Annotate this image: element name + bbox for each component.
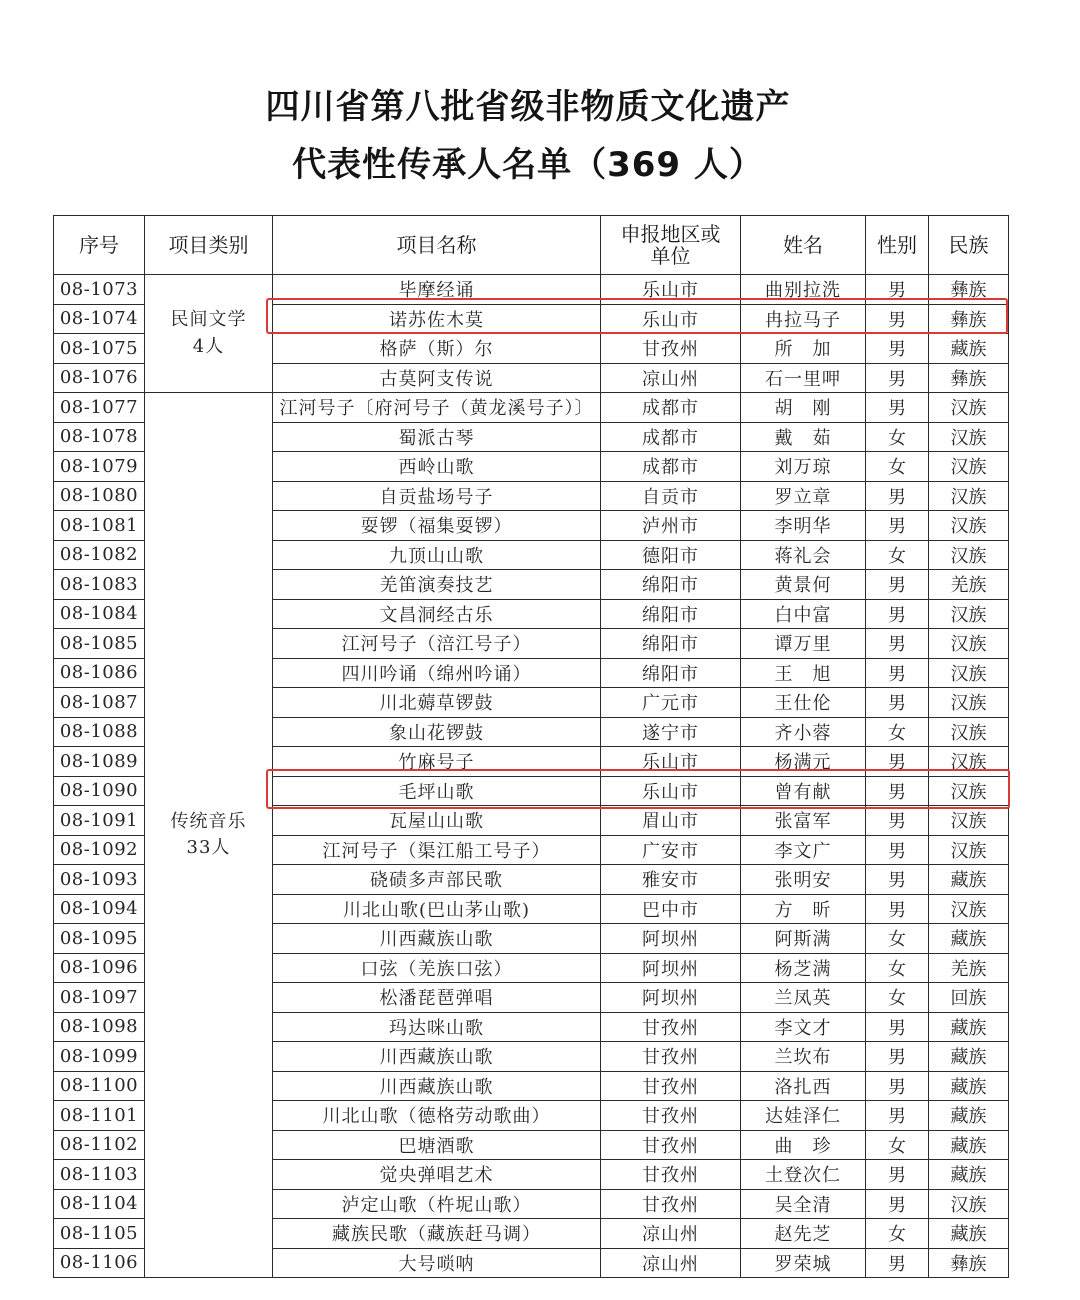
project-cell: 大号唢呐 [273,1248,601,1278]
seq-cell: 08-1087 [54,688,145,718]
seq-cell: 08-1074 [54,304,145,334]
seq-cell: 08-1082 [54,540,145,570]
person-name-cell: 张明安 [741,865,866,895]
seq-cell: 08-1096 [54,953,145,983]
person-name-cell: 罗立章 [741,481,866,511]
ethnicity-cell: 彝族 [929,275,1009,305]
header-project: 项目名称 [273,216,601,275]
seq-cell: 08-1073 [54,275,145,305]
region-cell: 阿坝州 [601,983,741,1013]
project-cell: 硗碛多声部民歌 [273,865,601,895]
seq-cell: 08-1103 [54,1160,145,1190]
gender-cell: 男 [866,688,929,718]
project-cell: 毕摩经诵 [273,275,601,305]
seq-cell: 08-1106 [54,1248,145,1278]
region-cell: 广安市 [601,835,741,865]
table-header-row [54,216,1009,275]
project-cell: 江河号子〔府河号子（黄龙溪号子）〕 [273,393,601,423]
seq-cell: 08-1088 [54,717,145,747]
category-cell: 民间文学 4人 [145,275,273,393]
gender-cell: 女 [866,953,929,983]
title-line-2: 代表性传承人名单（369 人） [292,145,764,185]
region-cell: 绵阳市 [601,599,741,629]
seq-cell: 08-1076 [54,363,145,393]
ethnicity-cell: 汉族 [929,540,1009,570]
ethnicity-cell: 藏族 [929,1012,1009,1042]
gender-cell: 男 [866,599,929,629]
region-cell: 绵阳市 [601,570,741,600]
ethnicity-cell: 藏族 [929,1160,1009,1190]
region-cell: 成都市 [601,393,741,423]
table-body [54,275,1009,1278]
ethnicity-cell: 汉族 [929,747,1009,777]
region-cell: 乐山市 [601,747,741,777]
gender-cell: 男 [866,629,929,659]
ethnicity-cell: 汉族 [929,806,1009,836]
region-cell: 甘孜州 [601,1130,741,1160]
region-cell: 凉山州 [601,1248,741,1278]
person-name-cell: 吴全清 [741,1189,866,1219]
table-row [54,275,1009,305]
project-cell: 蜀派古琴 [273,422,601,452]
seq-cell: 08-1078 [54,422,145,452]
region-cell: 凉山州 [601,363,741,393]
ethnicity-cell: 彝族 [929,304,1009,334]
category-cell: 传统音乐 33人 [145,393,273,1278]
person-name-cell: 曲 珍 [741,1130,866,1160]
project-cell: 瓦屋山山歌 [273,806,601,836]
seq-cell: 08-1077 [54,393,145,423]
region-cell: 泸州市 [601,511,741,541]
header-ethnicity: 民族 [929,216,1009,275]
project-cell: 江河号子（涪江号子） [273,629,601,659]
project-cell: 古莫阿支传说 [273,363,601,393]
ethnicity-cell: 藏族 [929,334,1009,364]
person-name-cell: 戴 茹 [741,422,866,452]
header-category: 项目类别 [145,216,273,275]
person-name-cell: 曾有献 [741,776,866,806]
project-cell: 竹麻号子 [273,747,601,777]
person-name-cell: 刘万琼 [741,452,866,482]
ethnicity-cell: 回族 [929,983,1009,1013]
region-cell: 乐山市 [601,304,741,334]
person-name-cell: 所 加 [741,334,866,364]
seq-cell: 08-1089 [54,747,145,777]
gender-cell: 男 [866,334,929,364]
person-name-cell: 蒋礼会 [741,540,866,570]
person-name-cell: 李文才 [741,1012,866,1042]
person-name-cell: 黄景何 [741,570,866,600]
region-cell: 甘孜州 [601,1189,741,1219]
seq-cell: 08-1079 [54,452,145,482]
ethnicity-cell: 汉族 [929,599,1009,629]
ethnicity-cell: 汉族 [929,717,1009,747]
seq-cell: 08-1104 [54,1189,145,1219]
person-name-cell: 方 昕 [741,894,866,924]
person-name-cell: 胡 刚 [741,393,866,423]
region-cell: 遂宁市 [601,717,741,747]
ethnicity-cell: 汉族 [929,422,1009,452]
gender-cell: 男 [866,1042,929,1072]
gender-cell: 男 [866,481,929,511]
project-cell: 巴塘酒歌 [273,1130,601,1160]
gender-cell: 男 [866,304,929,334]
ethnicity-cell: 彝族 [929,1248,1009,1278]
ethnicity-cell: 藏族 [929,1101,1009,1131]
project-cell: 川西藏族山歌 [273,1042,601,1072]
ethnicity-cell: 汉族 [929,835,1009,865]
gender-cell: 男 [866,511,929,541]
ethnicity-cell: 汉族 [929,894,1009,924]
region-cell: 甘孜州 [601,334,741,364]
project-cell: 泸定山歌（杵坭山歌） [273,1189,601,1219]
region-cell: 阿坝州 [601,953,741,983]
gender-cell: 男 [866,806,929,836]
ethnicity-cell: 藏族 [929,1071,1009,1101]
gender-cell: 男 [866,1189,929,1219]
gender-cell: 女 [866,924,929,954]
person-name-cell: 洛扎西 [741,1071,866,1101]
ethnicity-cell: 汉族 [929,688,1009,718]
region-cell: 凉山州 [601,1219,741,1249]
seq-cell: 08-1083 [54,570,145,600]
seq-cell: 08-1102 [54,1130,145,1160]
gender-cell: 女 [866,1219,929,1249]
region-cell: 眉山市 [601,806,741,836]
project-cell: 松潘琵琶弹唱 [273,983,601,1013]
region-cell: 乐山市 [601,275,741,305]
region-cell: 德阳市 [601,540,741,570]
project-cell: 象山花锣鼓 [273,717,601,747]
gender-cell: 女 [866,452,929,482]
header-name: 姓名 [741,216,866,275]
gender-cell: 女 [866,983,929,1013]
header-seq: 序号 [54,216,145,275]
person-name-cell: 土登次仁 [741,1160,866,1190]
region-cell: 广元市 [601,688,741,718]
region-cell: 绵阳市 [601,658,741,688]
ethnicity-cell: 藏族 [929,865,1009,895]
person-name-cell: 齐小蓉 [741,717,866,747]
person-name-cell: 张富军 [741,806,866,836]
person-name-cell: 李文广 [741,835,866,865]
gender-cell: 男 [866,776,929,806]
ethnicity-cell: 汉族 [929,1189,1009,1219]
header-gender: 性别 [866,216,929,275]
ethnicity-cell: 汉族 [929,393,1009,423]
ethnicity-cell: 羌族 [929,570,1009,600]
ethnicity-cell: 藏族 [929,1042,1009,1072]
gender-cell: 男 [866,1012,929,1042]
region-cell: 甘孜州 [601,1012,741,1042]
region-cell: 阿坝州 [601,924,741,954]
seq-cell: 08-1098 [54,1012,145,1042]
gender-cell: 男 [866,1248,929,1278]
region-cell: 自贡市 [601,481,741,511]
person-name-cell: 冉拉马子 [741,304,866,334]
person-name-cell: 杨满元 [741,747,866,777]
inheritor-table [53,215,1009,1278]
seq-cell: 08-1105 [54,1219,145,1249]
project-cell: 自贡盐场号子 [273,481,601,511]
gender-cell: 男 [866,275,929,305]
ethnicity-cell: 彝族 [929,363,1009,393]
region-cell: 雅安市 [601,865,741,895]
gender-cell: 男 [866,658,929,688]
project-cell: 九顶山山歌 [273,540,601,570]
seq-cell: 08-1092 [54,835,145,865]
seq-cell: 08-1099 [54,1042,145,1072]
person-name-cell: 王仕伦 [741,688,866,718]
seq-cell: 08-1085 [54,629,145,659]
title-line-1: 四川省第八批省级非物质文化遗产 [265,87,791,127]
person-name-cell: 曲别拉洗 [741,275,866,305]
seq-cell: 08-1084 [54,599,145,629]
region-cell: 乐山市 [601,776,741,806]
table-row [54,393,1009,423]
seq-cell: 08-1075 [54,334,145,364]
project-cell: 毛坪山歌 [273,776,601,806]
ethnicity-cell: 汉族 [929,629,1009,659]
project-cell: 藏族民歌（藏族赶马调） [273,1219,601,1249]
gender-cell: 男 [866,1101,929,1131]
ethnicity-cell: 藏族 [929,1130,1009,1160]
person-name-cell: 达娃泽仁 [741,1101,866,1131]
gender-cell: 男 [866,570,929,600]
region-cell: 成都市 [601,422,741,452]
gender-cell: 男 [866,747,929,777]
gender-cell: 男 [866,1160,929,1190]
project-cell: 耍锣（福集耍锣） [273,511,601,541]
seq-cell: 08-1091 [54,806,145,836]
ethnicity-cell: 汉族 [929,776,1009,806]
person-name-cell: 兰凤英 [741,983,866,1013]
project-cell: 格萨（斯）尔 [273,334,601,364]
gender-cell: 男 [866,865,929,895]
gender-cell: 男 [866,363,929,393]
project-cell: 川北山歌（德格劳动歌曲） [273,1101,601,1131]
project-cell: 川北薅草锣鼓 [273,688,601,718]
seq-cell: 08-1086 [54,658,145,688]
person-name-cell: 杨芝满 [741,953,866,983]
person-name-cell: 谭万里 [741,629,866,659]
project-cell: 江河号子（渠江船工号子） [273,835,601,865]
project-cell: 诺苏佐木莫 [273,304,601,334]
seq-cell: 08-1090 [54,776,145,806]
ethnicity-cell: 汉族 [929,511,1009,541]
person-name-cell: 白中富 [741,599,866,629]
project-cell: 玛达咪山歌 [273,1012,601,1042]
gender-cell: 女 [866,717,929,747]
gender-cell: 女 [866,422,929,452]
seq-cell: 08-1095 [54,924,145,954]
person-name-cell: 罗荣城 [741,1248,866,1278]
region-cell: 甘孜州 [601,1160,741,1190]
document-title [0,87,1080,185]
region-cell: 成都市 [601,452,741,482]
ethnicity-cell: 汉族 [929,658,1009,688]
gender-cell: 女 [866,1130,929,1160]
ethnicity-cell: 藏族 [929,1219,1009,1249]
seq-cell: 08-1100 [54,1071,145,1101]
project-cell: 四川吟诵（绵州吟诵） [273,658,601,688]
seq-cell: 08-1080 [54,481,145,511]
gender-cell: 男 [866,1071,929,1101]
person-name-cell: 赵先芝 [741,1219,866,1249]
seq-cell: 08-1101 [54,1101,145,1131]
region-cell: 绵阳市 [601,629,741,659]
person-name-cell: 阿斯满 [741,924,866,954]
person-name-cell: 石一里呷 [741,363,866,393]
ethnicity-cell: 藏族 [929,924,1009,954]
project-cell: 觉央弹唱艺术 [273,1160,601,1190]
person-name-cell: 李明华 [741,511,866,541]
seq-cell: 08-1081 [54,511,145,541]
gender-cell: 女 [866,540,929,570]
project-cell: 羌笛演奏技艺 [273,570,601,600]
header-region: 申报地区或单位 [601,216,741,275]
project-cell: 川西藏族山歌 [273,1071,601,1101]
project-cell: 口弦（羌族口弦） [273,953,601,983]
gender-cell: 男 [866,835,929,865]
seq-cell: 08-1097 [54,983,145,1013]
gender-cell: 男 [866,393,929,423]
person-name-cell: 王 旭 [741,658,866,688]
seq-cell: 08-1094 [54,894,145,924]
region-cell: 巴中市 [601,894,741,924]
person-name-cell: 兰坎布 [741,1042,866,1072]
project-cell: 西岭山歌 [273,452,601,482]
project-cell: 川西藏族山歌 [273,924,601,954]
ethnicity-cell: 羌族 [929,953,1009,983]
region-cell: 甘孜州 [601,1101,741,1131]
project-cell: 文昌洞经古乐 [273,599,601,629]
ethnicity-cell: 汉族 [929,481,1009,511]
ethnicity-cell: 汉族 [929,452,1009,482]
project-cell: 川北山歌(巴山茅山歌) [273,894,601,924]
gender-cell: 男 [866,894,929,924]
region-cell: 甘孜州 [601,1042,741,1072]
seq-cell: 08-1093 [54,865,145,895]
region-cell: 甘孜州 [601,1071,741,1101]
